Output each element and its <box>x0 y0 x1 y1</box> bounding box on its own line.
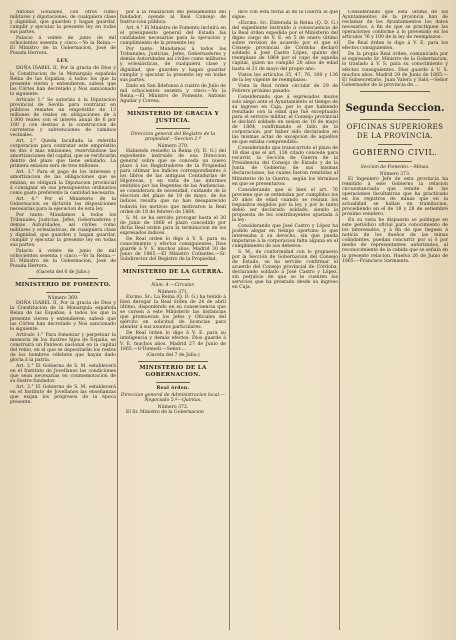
divider <box>156 128 190 129</box>
divider <box>378 161 412 162</box>
divider <box>138 107 208 108</box>
decree-number: Número 371. <box>157 290 189 296</box>
paragraph: Art. 2.° Queda facultada la referida corporacion para contratar este empréstito en dos ó mas emisiones, reservándose las amortizaciones del capital, que se verificarán dentro del plazo que tiene señalado. La primera emision será de tres millones. <box>10 139 116 170</box>
ministry-heading: MINISTERIO DE FOMENTO. <box>15 282 111 289</box>
paragraph: Considerando que á espresados mozos solo alegó ante el Ayuntamiento el tiempo de su ingreso en Caja, por lo que habiendo resultado con la edad que fué exceptuado para el servicio militar, el Consejo provincial le declaró soldado en sesion de 16 de mayo de 1864, confirmando el fallo de la corporacion, por haber sido declarados en las mismas actas de excepcion de aquellos en que estaba comprendido: <box>232 94 338 146</box>
paragraph: Por tanto: Mandamos á todos los Tribunales, Justicias, Jefes, Gobernadores y demás Autoridades así civiles como militares y eclesiásticas, de cualquiera clase y dignidad, que guarden y hagan guardar cumplir y ejecutar la presente ley en todas sus partes. <box>120 47 226 83</box>
paragraph: Excmo. Sr.: La Reina (Q. D. G.) ha tenido á bien derogar la Real órden de 24 de abril último, disponiendo en su consecuencia que se cursen á este Ministerio las instancias que promuevan los Jefes y Oficiales del ejército en solicitud de licencias para atender á sus asuntos particulares. <box>120 295 226 331</box>
paragraph: El Ingeniero Jefe de esta provincia ha remitido á este Gobierno la relacion circunstanciada que remite de las operaciones facultativas que ha practicado en los registros de minas que en la actualidad se hallan en tramitacion, procediendo en el de 18 y 28 de setiembre próximo venidero. <box>342 176 448 218</box>
paragraph: El Sr. Ministro de la Gobernacion <box>126 409 204 415</box>
paragraph: DOÑA ISABEL II, Por la gracia de Dios y la Constitucion de la Monarquía española Reina de las Españas; á todos los que la presente vieren y entendieren, sabed: que las Córtes han decretado y Nos sancionado lo siguiente: <box>10 66 116 97</box>
paragraph: S. M., de conformidad con lo propuesto por la Sección de Gobernacion del Consejo de Estado, se ha servido confirmar el acuerdo del Consejo provincial de Córdoba, declarando soldado á José Castro y López, sin perjuicio de que se le cuenten los servicios que ha prestado desde su ingreso en Caja. <box>232 250 338 291</box>
section-heading: LEY. <box>56 59 70 65</box>
subheading: Seccion de Fomento.—Minas. <box>360 164 430 170</box>
paragraph: S. M. se ha servido prorogar hasta el 30 de junio de 1866 el plazo concedido por dicha Real orden para la terminacion de los expresados índices. <box>120 215 226 236</box>
subheading: Núm. 4.—Circular. <box>151 283 195 289</box>
paragraph: De Real orden lo digo á V. S. para su conocimiento y efectos consiguientes. Dios guarde á V. S. muchos años. Madrid 30 de Junio de 1865.—El Ministro Collantes.—Sr. Subdirector del Registro de la Propiedad. <box>120 236 226 262</box>
paragraph: Artículo 1.° Para fomentar y perpetuar la memoria de los ilustres hijos de España, se construirá un Panteon nacional en la capital del reino, en el que se depositarán los restos de los hombres célebres que hayan dado gloria á la patria. <box>10 332 116 363</box>
paragraph: Por tanto: Mandamos á todos los Tribunales, Justicias, Jefes, Gobernadores y demás Autoridades, así civiles como militares y eclesiásticas, de cualquiera clase y dignidad, que guarden y hagan guardar, cumplir y ejecutar la presente ley en todas sus partes. <box>10 212 116 249</box>
paragraph: Palacio á veinte de junio de mil ochocientos sesenta y cinco.—Yo la Reina.—El Ministro de la Gobernacion, José de Posada Herrera. <box>10 249 116 270</box>
paragraph: Artículo 1.° Se autoriza á la Diputacion provincial de Sevilla para contratar en públicos remates un empréstito de 13 millones de reales en obligaciones de á 1.000 reales con el interés anual de 6 por 100 y con destino á la construccion de carreteras y subvenciones de caminos vecinales. <box>10 97 116 139</box>
paragraph: De la propia Real órden, comunicada por el espresado Sr. Ministro de la Gobernacion, lo traslado á V. S. para su conocimiento y efectos consiguientes. Dios guarde á V. S. muchos años. Madrid 29 de Junio de 1865.—El Subsecretario, Juan Valera y Saló.—Señor Gobernador de la provincia de.... <box>342 52 448 88</box>
paragraph: por á la realizacion del pensamiento del fundador, oyendo al Real Consejo de Instruccion pública. <box>120 10 226 26</box>
section-title: Segunda Seccion. <box>345 102 445 114</box>
divider <box>138 265 208 266</box>
column-divider <box>339 10 340 630</box>
paragraph: DOÑA ISABEL II, Por la gracia de Dios y la Constitucion de la Monarquía española Reina de las Españas; á todos los que la presente vieren y entendieren, sabed: que las Córtes han decretado y Nos sancionado lo siguiente: <box>10 301 116 332</box>
gaceta-reference: (Gaceta del 7 de Julio.) <box>146 352 200 358</box>
column-4 <box>342 10 448 632</box>
paragraph: De Real órden lo digo á V. E. para los efectos consiguientes. <box>342 41 448 52</box>
divider <box>138 361 208 362</box>
decree-number: Número 370. <box>157 143 189 149</box>
paragraph: Art. 4.° Por el Ministerio de la Gobernacion se dictarán las disposiciones necesarias para la ejecucion de esta ley. <box>10 196 116 212</box>
divider <box>28 278 98 279</box>
paragraph: Considerando que transcurrido el plazo de 18 días que el art. 136 citado concede para recurrir, la Sección de Guerra de la Presidencia del Consejo de Estado y de la Junta de Gobierno de sus mismas declaraciones, las cuales fueron remitidas al Ministerio de la Guerra, según los términos en que se presentaron: <box>232 146 338 187</box>
subheading: Direccion general de Administracion local.—Negociado 5.º—Quintas. <box>120 392 226 403</box>
divider <box>378 144 412 145</box>
ministry-heading: MINISTERIO DE GRACIA Y JUSTICIA. <box>127 110 219 124</box>
subheading: Direccion general del Registro de la propiedad.—Seccion 2.ª <box>130 131 216 142</box>
subheading: Real órden. <box>156 385 190 391</box>
paragraph: Considerando que si bien el art. 76 previene que se entiendan por cumplidos los 20 años de edad cuando se reúnan los requisitos exigidos por la ley, y por lo tanto debió ser declarado soldado, siendo la propuesta de los contribuyentes ajustada á la ley: <box>232 187 338 223</box>
paragraph: Art. 3.° El Gobierno de S. M. establecerá en el Instituto de Jovellanos las enseñanzas que exijan los progresos de la época presente. <box>10 385 116 406</box>
ministry-heading: MINISTERIO DE LA GUERRA. <box>122 269 224 276</box>
divider <box>46 292 80 293</box>
divider <box>360 119 430 120</box>
paragraph: Dado en San Ildefonso á cuatro de Julio de mil ochocientos sesenta y cinco.—Yo la Reina.—El Ministro de Fomento, Antonio Aguilar y Correa. <box>120 83 226 104</box>
paragraph: Considerando que esta última de los Ayuntamientos de la provincia han de reclamar de los Ayuntamientos los datos necesarios, á fin de que se practiquen las operaciones conforme á lo prevenido en los artículos 76 y 100 de la ley de reemplazos: <box>342 10 448 41</box>
column-3 <box>232 10 338 632</box>
paragraph: dice con esta fecha al de la Guerra lo que sigue: <box>232 10 338 21</box>
divider <box>360 91 430 92</box>
column-divider <box>229 10 230 630</box>
column-divider <box>117 10 118 630</box>
paragraph: En su vista he dispuesto se publique en este periódico oficial para conocimiento de los interesados, y á fin de que lleguen á noticia de los dueños de las minas colindantes, puedan concurrir por sí ó por medio de representantes autorizados, al reconocimiento de la cabida que se señala en la presente relacion. Huelva 26 de Junio de 1865.—Francisco Sarmiento. <box>342 218 448 264</box>
column-1 <box>10 10 116 632</box>
section-subtitle: OFICINAS SUPERIORES DE LA PROVINCIA. <box>346 122 444 140</box>
paragraph: Art. 4.° El Ministro de Fomento incluirá en el presupuesto general del Estado las cantidades necesarias para la ejecucion y cumplimiento de la presente ley. <box>120 26 226 47</box>
column-2 <box>120 10 226 632</box>
paragraph: Considerando que José Castro y López ha podido alegar en tiempo oportuno lo que interesaba á su derecho, sin que pueda imputarse á la corporacion falta alguna en el cumplimiento de sus deberes: <box>232 223 338 250</box>
paragraph: De Real órden lo digo á V. E. para su inteligencia y demás efectos. Dios guarde á V. E. muchos años. Madrid 27 de Junio de 1865.—O'Donnell.—Señor.... <box>120 331 226 352</box>
paragraph: Art. 3.° Para el pago de los intereses y amortizacion de las obligaciones que se emitan, se obligará la Diputacion provincial á consignar en sus presupuestos ordinarios como gasto preferente la cantidad necesaria. <box>10 170 116 196</box>
divider <box>156 382 190 383</box>
paragraph: Antonio Gónzalez, con otros como militares y diputaciones, de cualquiera clase y dignidad, que guarden y hagan guardar, cumplir y ejecutar la presente ley en todas sus partes. <box>10 10 116 36</box>
paragraph: «Excmo. Sr.: Enterada la Reina (Q. D. G.) del expediente instruido á consecuencia de la Real órden expedida por el Ministerio del digno cargo de V. E. en 5 de enero último sobre revision de acuerdo por el que el Consejo provincial de Córdoba declaró soldado á José Castro López, quinto del reemplazo de 1864 por el cupo de aquella capital, quien no cumplió 20 años de edad hasta el 21 de mayo del propio año: <box>232 21 338 72</box>
ministry-heading: MINISTERIO DE LA GOBERNACION. <box>139 364 207 378</box>
divider <box>156 279 190 280</box>
paragraph: Vista la Real órden circular de 29 de Febrero próximo pasado: <box>232 83 338 94</box>
paragraph: Vistos los artículos 35, 47, 76, 100 y 136 de la ley vigente de reemplazos: <box>232 72 338 83</box>
paragraph: Art. 2.° El Gobierno de S. M. establecerá en el Instituto de Jovellanos las condiciones que sean necesarias en conmemoracion de su ilustre fundador. <box>10 363 116 385</box>
decree-number: Número 373. <box>379 171 411 177</box>
section-subtitle: GOBIERNO CIVIL. <box>352 147 438 157</box>
decree-number: Número 369. <box>47 296 79 302</box>
decree-number: Número 372. <box>157 404 189 410</box>
paragraph: Palacio á veinte de junio de mil ochocientos sesenta y cinco.—Yo la Reina.—El Ministro de la Gobernacion, José de Posada Herrera. <box>10 36 116 57</box>
gaceta-reference: (Gaceta del 6 de Julio.) <box>36 270 90 276</box>
paragraph: Habiendo resuelto la Reina (Q. D. G.) del expediente instruido de esa Direccion general sobre que se conceda un nuevo plazo á los Registradores de la Propiedad para ultimar los índices correspondientes á los libros de las antiguas Contadurías de Hipotecas, y en vista de las informes emitidos por los Regentes de las Audiencias, se considerara de necesidad, cuidando de la eleccion del plazo de 18 de mayo, de los índices resulta que no han desaparecido todavía los motivos que motivaron la Real orden de 18 de febrero de 1864. <box>120 148 226 215</box>
